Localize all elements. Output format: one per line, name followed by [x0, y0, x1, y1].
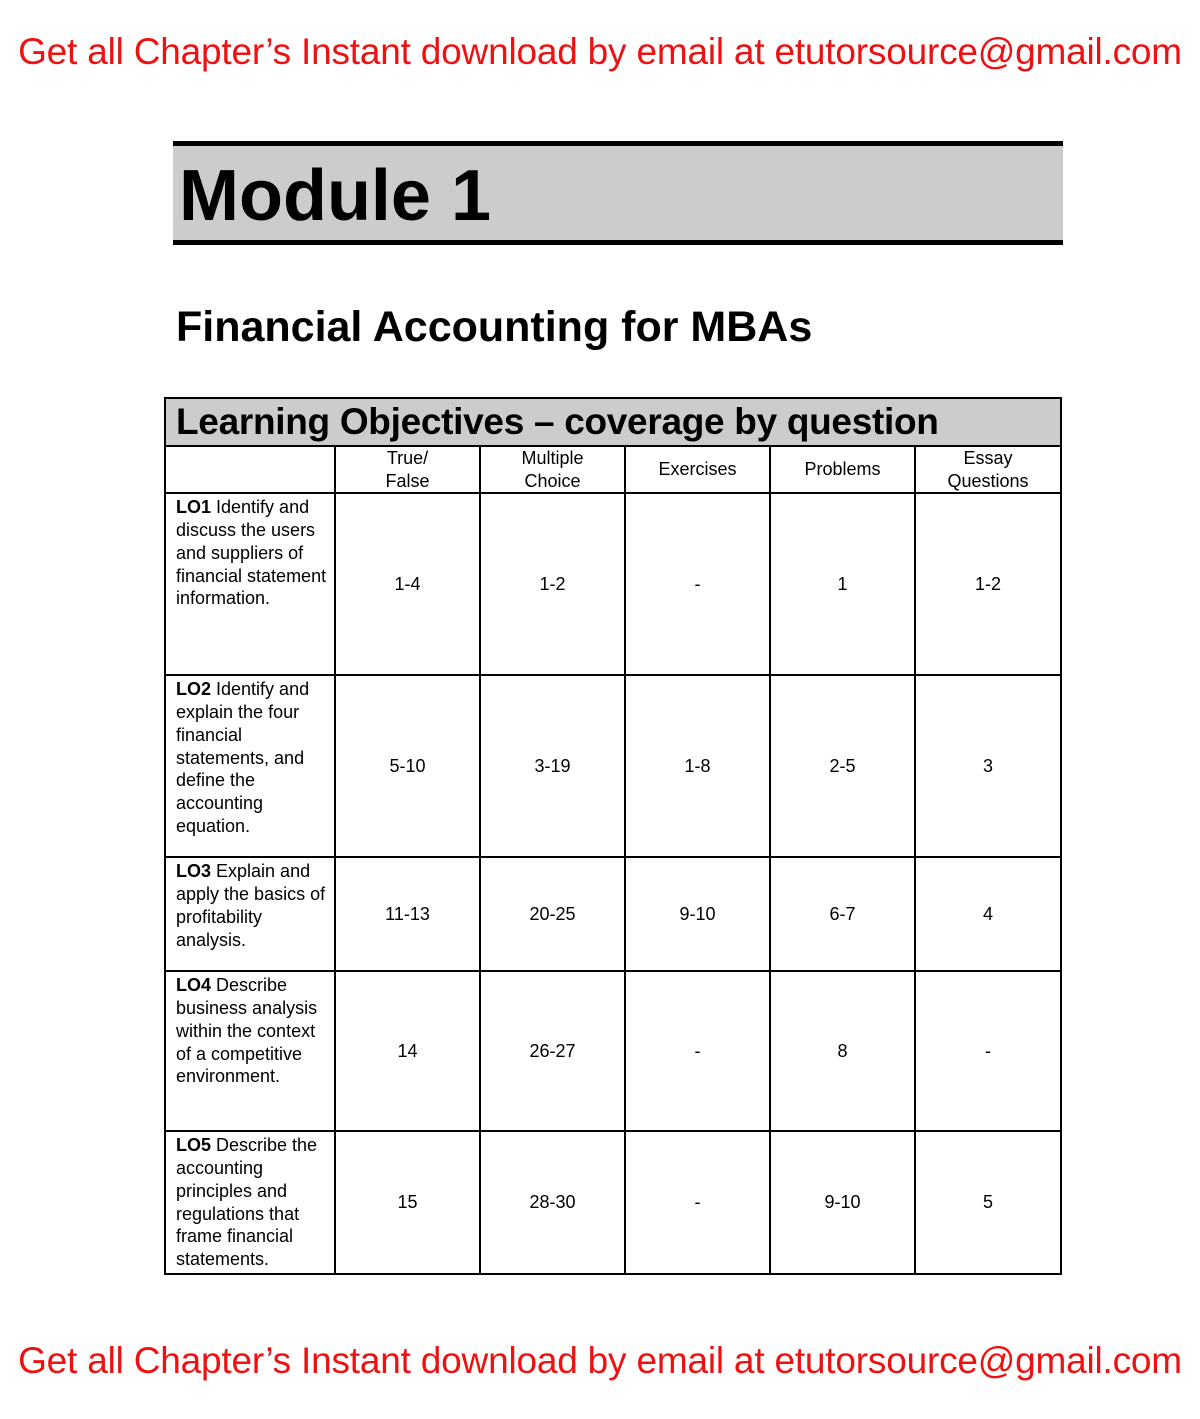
column-header-essay-questions [915, 446, 1061, 493]
column-header-line: Problems [804, 459, 881, 480]
objective-description: Identify and discuss the users and suppliers of financial statement information. [176, 497, 327, 609]
table-cell: 20-25 [480, 857, 625, 971]
objective-code: LO4 [176, 975, 212, 996]
module-banner [173, 141, 1063, 245]
objective-cell [165, 857, 335, 971]
objective-code: LO3 [176, 861, 212, 882]
column-header-line: True/ [386, 448, 429, 468]
objective-code: LO2 [176, 679, 212, 700]
objective-description: Identify and explain the four financial statements, and define the accounting equation. [176, 679, 310, 836]
column-header-line: Multiple [521, 448, 584, 468]
table-cell: 5 [915, 1131, 1061, 1273]
table-cell: 6-7 [770, 857, 915, 971]
objective-cell [165, 1131, 335, 1273]
table-row-lo1 [165, 493, 1061, 675]
column-header-row [165, 446, 1061, 493]
table-cell: 26-27 [480, 971, 625, 1131]
promo-banner-bottom: Get all Chapter’s Instant download by email at etutorsource@gmail.com [18, 1340, 1182, 1381]
table-cell: 28-30 [480, 1131, 625, 1273]
column-header-line: Questions [947, 470, 1029, 491]
table-cell: 11-13 [335, 857, 480, 971]
table-cell: 9-10 [625, 857, 770, 971]
table-cell: 3 [915, 675, 1061, 857]
table-cell: 14 [335, 971, 480, 1131]
column-header-line: Exercises [658, 459, 737, 480]
table-cell: 4 [915, 857, 1061, 971]
table-cell: 1-4 [335, 493, 480, 675]
book-title: Financial Accounting for MBAs [176, 303, 813, 351]
table-row-lo5 [165, 1131, 1061, 1273]
objective-description: Describe the accounting principles and regulations that frame financial statements. [176, 1135, 318, 1269]
table-cell: 1-8 [625, 675, 770, 857]
table-cell: 5-10 [335, 675, 480, 857]
column-header-line: Essay [963, 448, 1013, 468]
column-header-problems [770, 446, 915, 493]
table-cell: 3-19 [480, 675, 625, 857]
objective-cell [165, 493, 335, 675]
column-header-line: Choice [524, 470, 581, 491]
table-cell: 1 [770, 493, 915, 675]
objective-description: Describe business analysis within the context of a competitive environment. [176, 975, 318, 1087]
promo-banner-top: Get all Chapter’s Instant download by email at etutorsource@gmail.com [18, 31, 1182, 72]
table-cell: 1-2 [480, 493, 625, 675]
module-title: Module 1 [179, 156, 492, 236]
column-header-true-false [335, 446, 480, 493]
objective-cell [165, 971, 335, 1131]
table-cell: - [915, 971, 1061, 1131]
table-cell: 9-10 [770, 1131, 915, 1273]
column-header-line: False [385, 470, 430, 491]
table-cell: 2-5 [770, 675, 915, 857]
table-cell: - [625, 1131, 770, 1273]
table-cell: 1-2 [915, 493, 1061, 675]
learning-objectives-table [164, 397, 1062, 1275]
table-cell: - [625, 493, 770, 675]
column-header-empty [165, 446, 335, 493]
column-header-exercises [625, 446, 770, 493]
table-cell: 8 [770, 971, 915, 1131]
table-cell: - [625, 971, 770, 1131]
objective-code: LO5 [176, 1135, 212, 1156]
column-header-multiple-choice [480, 446, 625, 493]
table-row-lo2 [165, 675, 1061, 857]
table-row-lo4 [165, 971, 1061, 1131]
objective-cell [165, 675, 335, 857]
objective-description: Explain and apply the basics of profitability analysis. [176, 861, 326, 950]
objective-code: LO1 [176, 497, 212, 518]
table-heading: Learning Objectives – coverage by question [165, 398, 1061, 446]
table-row-lo3 [165, 857, 1061, 971]
table-cell: 15 [335, 1131, 480, 1273]
